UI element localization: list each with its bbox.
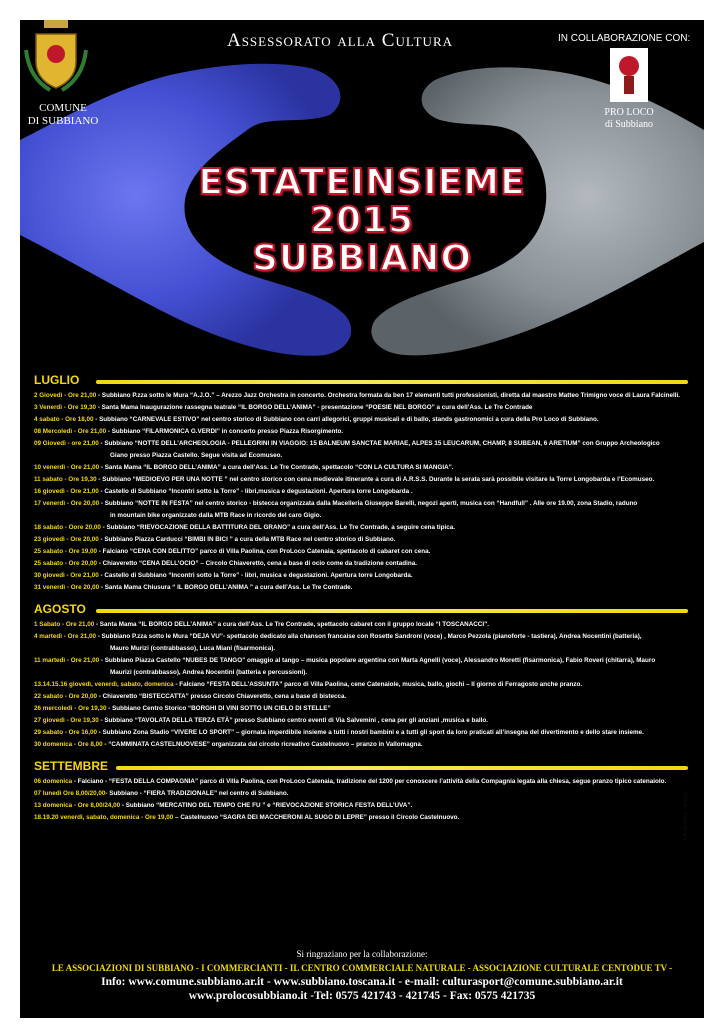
event-date: 13.14.15.16 giovedì, venerdì, sabato, domenica <box>34 681 174 688</box>
event-row <box>34 391 694 400</box>
event-date: 30 giovedì - Ore 21,00 <box>34 572 99 579</box>
event-text: - Falciano “FESTA DELL’ASSUNTA” parco di Villa Paolina, cene Catenaiole, musica, ballo, giochi – Il giorno di Ferragosto anche pranzo. <box>173 681 583 688</box>
associations-line: LE ASSOCIAZIONI DI SUBBIANO - I COMMERCIANTI - IL CENTRO COMMERCIALE NATURALE - ASSOCIAZIONE CULTURALE CENTODUE TV - <box>51 963 673 973</box>
event-row <box>34 403 694 412</box>
event-row <box>34 777 694 786</box>
event-text: - Subbiano P.zza sotto le Mura “A.J.O.” – Arezzo Jazz Orchestra in concerto. Orchestra formata da ben 17 elementi tutti professionisti, diretta dal maestro Matteo Trimigno voce di Laura Falcinelli. <box>96 392 680 399</box>
event-text: - Subbiano - “FIERA TRADIZIONALE” nel centro di Subbiano. <box>105 790 289 797</box>
event-text: - Castello di Subbiano “Incontri sotto la Torre” - libri,musica e degustazioni. Apertura torre Longobarda . <box>98 488 413 495</box>
event-row <box>34 692 694 701</box>
comune-line1: COMUNE <box>39 102 87 114</box>
event-date: 17 venerdì - Ore 20,00 <box>34 500 100 507</box>
event-row <box>34 439 694 448</box>
event-text: Maurizi (contrabbasso), Andrea Nocentini (batteria e percussioni). <box>110 669 308 676</box>
month-header-luglio <box>30 371 694 391</box>
event-row <box>34 740 694 749</box>
event-text: Mauro Murizi (contrabbasso), Luca Miani (fisarmonica). <box>110 645 276 652</box>
event-date: 07 lunedì Ore 8,00/20,00 <box>34 790 106 797</box>
event-row <box>34 571 694 580</box>
event-row <box>34 813 694 822</box>
month-divider <box>116 766 688 770</box>
event-date: 4 martedì - Ore 21,00 <box>34 633 96 640</box>
month-divider <box>96 609 688 613</box>
event-row <box>34 656 694 665</box>
comune-label <box>20 102 106 128</box>
event-text: - Subbiano “MEDIOEVO PER UNA NOTTE ” nel centro storico con cena medievale itinerante a cura di A.R.S.S. Durante la serata sarà possibile visitare la Torre Longobarda e l’Ecomuseo. <box>96 476 655 483</box>
event-text: - Santa Mama “IL BORGO DELL’ANIMA” a cura dell’Ass. Le Tre Contrade, spettacolo cabaret con il gruppo locale “I TOSCANACCI”. <box>94 621 490 628</box>
event-text: - Falciano - “FESTA DELLA COMPAGNIA” parco di Villa Paolina, con ProLoco Catenaia, tradizione del 1200 per conoscere l’attività della Compagnia legata alla chiesa, segue pranzo tipico catenaiolo. <box>72 778 667 785</box>
comune-line2: DI SUBBIANO <box>27 115 99 127</box>
event-text: - Subbiano “TAVOLATA DELLA TERZA ETÀ” presso Subbiano centro eventi di Via Salvemini , cena per gli anziani ,musica e ballo. <box>98 717 488 724</box>
event-row <box>34 801 694 810</box>
info-line-1: Info: www.comune.subbiano.ar.it - www.subbiano.toscana.it - e-mail: culturasport@comune.subbiano.ar.it <box>101 976 623 988</box>
event-row <box>34 716 694 725</box>
event-date: 23 giovedì - Ore 20,00 <box>34 536 99 543</box>
event-date: 16 giovedì - Ore 21,00 <box>34 488 99 495</box>
event-date: 27 giovedì - Ore 19,30 <box>34 717 99 724</box>
event-text: - Subbiano Zona Stadio “VIVERE LO SPORT” – giornata imperdibile insieme a tutti i nostri bambini e a tutti gli sport da loro praticati all’insegna del divertimento e dello stare insieme. <box>97 729 644 736</box>
event-text: - Castello di Subbiano “Incontri sotto la Torre” - libri, musica e degustazioni. Apertura torre Longobarda. <box>98 572 413 579</box>
event-row <box>34 535 694 544</box>
info-line-2: www.prolocosubbiano.it -Tel: 0575 421743 - 421745 - Fax: 0575 421735 <box>188 990 536 1002</box>
event-date: 10 venerdì - Ore 21,00 <box>34 464 100 471</box>
event-date: 30 domenica - Ore 8,00 <box>34 741 103 748</box>
event-text: - Chiaveretto “CENA DELL’OCIO” – Circolo Chiaveretto, cena a base di ocio come da tradizione contadina. <box>97 560 417 567</box>
event-row <box>34 475 694 484</box>
collaboration-heading: IN COLLABORAZIONE CON: <box>558 33 691 44</box>
event-text: - Subbiano “FILARMONICA G.VERDI” in concerto presso Piazza Risorgimento. <box>106 428 344 435</box>
event-date: 25 sabato - Ore 20,00 <box>34 560 98 567</box>
event-text: - Subbiano “NOTTE DELL’ARCHEOLOGIA - PELLEGRINI IN VIAGGIO: 15 BALNEUM SANCTAE MARIAE, ALPES 15 LEUCARUM, CHAMP, 8 SUBEAN, 6 ARETIUM” con Gruppo Archeologico <box>98 440 660 447</box>
event-date: 18.19.20 venerdì, sabato, domenica - Ore 19,00 <box>34 814 174 821</box>
title-line2: 2015 <box>309 200 415 241</box>
settembre-events <box>30 777 694 822</box>
luglio-events <box>30 391 694 592</box>
month-header-agosto <box>30 600 694 620</box>
title-line3: SUBBIANO <box>251 238 473 279</box>
hero-image <box>20 20 704 363</box>
event-row <box>34 620 694 629</box>
event-date: 31 venerdì - Ore 20,00 <box>34 584 100 591</box>
event-date: 18 sabato - Oore 20,00 <box>34 524 101 531</box>
event-text: - Chiaveretto “BISTECCATTA” presso Circolo Chiaveretto, cena a base di bistecca. <box>97 693 347 700</box>
event-text: - Subbiano Piazza Castello “NUBES DE TANGO” omaggio al tango – musica popolare argentina con Marta Agnelli (voce), Alessandro Moretti (fisarmonica), Fabio Roveri (chitarra), Mauro <box>99 657 656 664</box>
month-label: AGOSTO <box>34 602 86 616</box>
event-text: - Subbiano Piazza Carducci “BIMBI IN BICI ” a cura della MTB Race nel centro storico di Subbiano. <box>98 536 396 543</box>
event-row <box>34 728 694 737</box>
event-text: - Subbiano “MERCATINO DEL TEMPO CHE FU ” e “RIEVOCAZIONE STORICA FESTA DELL’UVA”. <box>120 802 413 809</box>
proloco-line2: di Subbiano <box>604 119 654 130</box>
event-row <box>34 547 694 556</box>
event-row <box>34 523 694 532</box>
event-text: - Subbiano P.zza sotto le Mura “DEJA VU”- spettacolo dedicato alla chanson francaise con Rosette Sandroni (voce) , Marco Pezzola (pianoforte - tastiera), Andrea Nocentini (batteria), <box>95 633 642 640</box>
event-date: 11 martedì - Ore 21,00 <box>34 657 100 664</box>
event-text: - Subbiano “RIEVOCAZIONE DELLA BATTITURA DEL GRANO” a cura dell’Ass. Le Tre Contrade, a seguire cena tipica. <box>100 524 455 531</box>
event-text: - Subbiano Centro Storico “BORGHI DI VINI SOTTO UN CIELO DI STELLE” <box>106 705 331 712</box>
month-header-settembre <box>30 757 694 777</box>
month-label: SETTEMBRE <box>34 759 109 773</box>
event-date: 13 domenica - Ore 8,00/24,00 <box>34 802 121 809</box>
event-row <box>34 704 694 713</box>
event-text: – Castelnuovo “SAGRA DEI MACCHERONI AL SUGO DI LEPRE” presso il Circolo Castelnuovo. <box>173 814 460 821</box>
event-text: Giano presso Piazza Castello. Segue visita ad Ecomuseo. <box>110 452 283 459</box>
event-date: 4 sabato - Ore 18,00 <box>34 416 94 423</box>
agosto-events <box>30 620 694 749</box>
proloco-label <box>590 107 668 131</box>
month-label: LUGLIO <box>34 373 80 387</box>
event-date: 26 mercoledì - Ore 19,30 <box>34 705 107 712</box>
event-date: 22 sabato - Ore 20,00 <box>34 693 98 700</box>
event-date: 08 Mercoledì - Ore 21,00 <box>34 428 107 435</box>
event-row <box>34 415 694 424</box>
event-text: - Subbiano “CARNEVALE ESTIVO” nel centro storico di Subbiano con carri allegorici, gruppi musicali e di ballo, stands gastronomici a cura della Pro Loco di Subbiano. <box>93 416 599 423</box>
event-text: - Santa Mama “IL BORGO DELL’ANIMA” a cura dell’Ass. Le Tre Contrade, spettacolo “CON LA CULTURA SI MANGIA”. <box>99 464 454 471</box>
thanks-line: Si ringraziano per la collaborazione: <box>296 949 428 959</box>
event-date: 25 sabato - Ore 19,00 <box>34 548 98 555</box>
event-text: - Santa Mama Chiusura “ IL BORGO DELL’ANIMA ” a cura dell’Ass. Le Tre Contrade. <box>99 584 353 591</box>
event-row <box>34 463 694 472</box>
footer <box>20 939 704 1018</box>
event-row <box>34 451 694 460</box>
event-text: - Falciano “CENA CON DELITTO” parco di Villa Paolina, con ProLoco Catenaia, spettacolo di cabaret con cena. <box>97 548 431 555</box>
proloco-logo-icon <box>610 48 648 102</box>
proloco-line1: PRO LOCO <box>604 107 654 118</box>
poster <box>20 20 704 1018</box>
event-row <box>34 644 694 653</box>
event-row <box>34 668 694 677</box>
event-row <box>34 487 694 496</box>
event-text: - Santa Mama Inaugurazione rassegna teatrale “IL BORGO DELL’ANIMA” - presentazione “POESIE NEL BORGO” a cura dell’Ass. Le Tre Contrade <box>95 404 533 411</box>
event-row <box>34 427 694 436</box>
event-row <box>34 559 694 568</box>
printer-credit: L.P. Grafiche - Arezzo <box>683 791 689 840</box>
event-date: 09 Giovedì - ore 21,00 <box>34 440 99 447</box>
assessorato-title: Assessorato alla Cultura <box>226 30 454 51</box>
event-date: 2 Giovedì - Ore 21,00 <box>34 392 97 399</box>
event-row <box>34 680 694 689</box>
event-text: in mountain bike organizzato dalla MTB Race in ricordo del caro Gigio. <box>110 512 322 519</box>
event-date: 06 domenica <box>34 778 73 785</box>
event-program <box>20 363 704 939</box>
event-row <box>34 632 694 641</box>
event-row <box>34 511 694 520</box>
event-row <box>34 789 694 798</box>
event-row <box>34 499 694 508</box>
event-text: - Subbiano “NOTTE IN FESTA” nel centro storico - bistecca organizzata dalla Macelleria Giuseppe Barelli, negozi aperti, musica con “Handfull” . Alle ore 19.00, zona Stadio, raduno <box>99 500 638 507</box>
title-line1: ESTATEINSIEME <box>198 162 526 203</box>
event-date: 29 sabato - Ore 16,00 <box>34 729 98 736</box>
event-date: 1 Sabato - Ore 21,00 <box>34 621 95 628</box>
event-date: 11 sabato - Ore 19,30 <box>34 476 97 483</box>
event-date: 3 Venerdì - Ore 19,30 <box>34 404 96 411</box>
month-divider <box>96 380 688 384</box>
event-text: - “CAMMINATA CASTELNUOVESE” organizzata dal circolo ricreativo Castelnuovo – pranzo in Vallomagna. <box>102 741 423 748</box>
event-row <box>34 583 694 592</box>
